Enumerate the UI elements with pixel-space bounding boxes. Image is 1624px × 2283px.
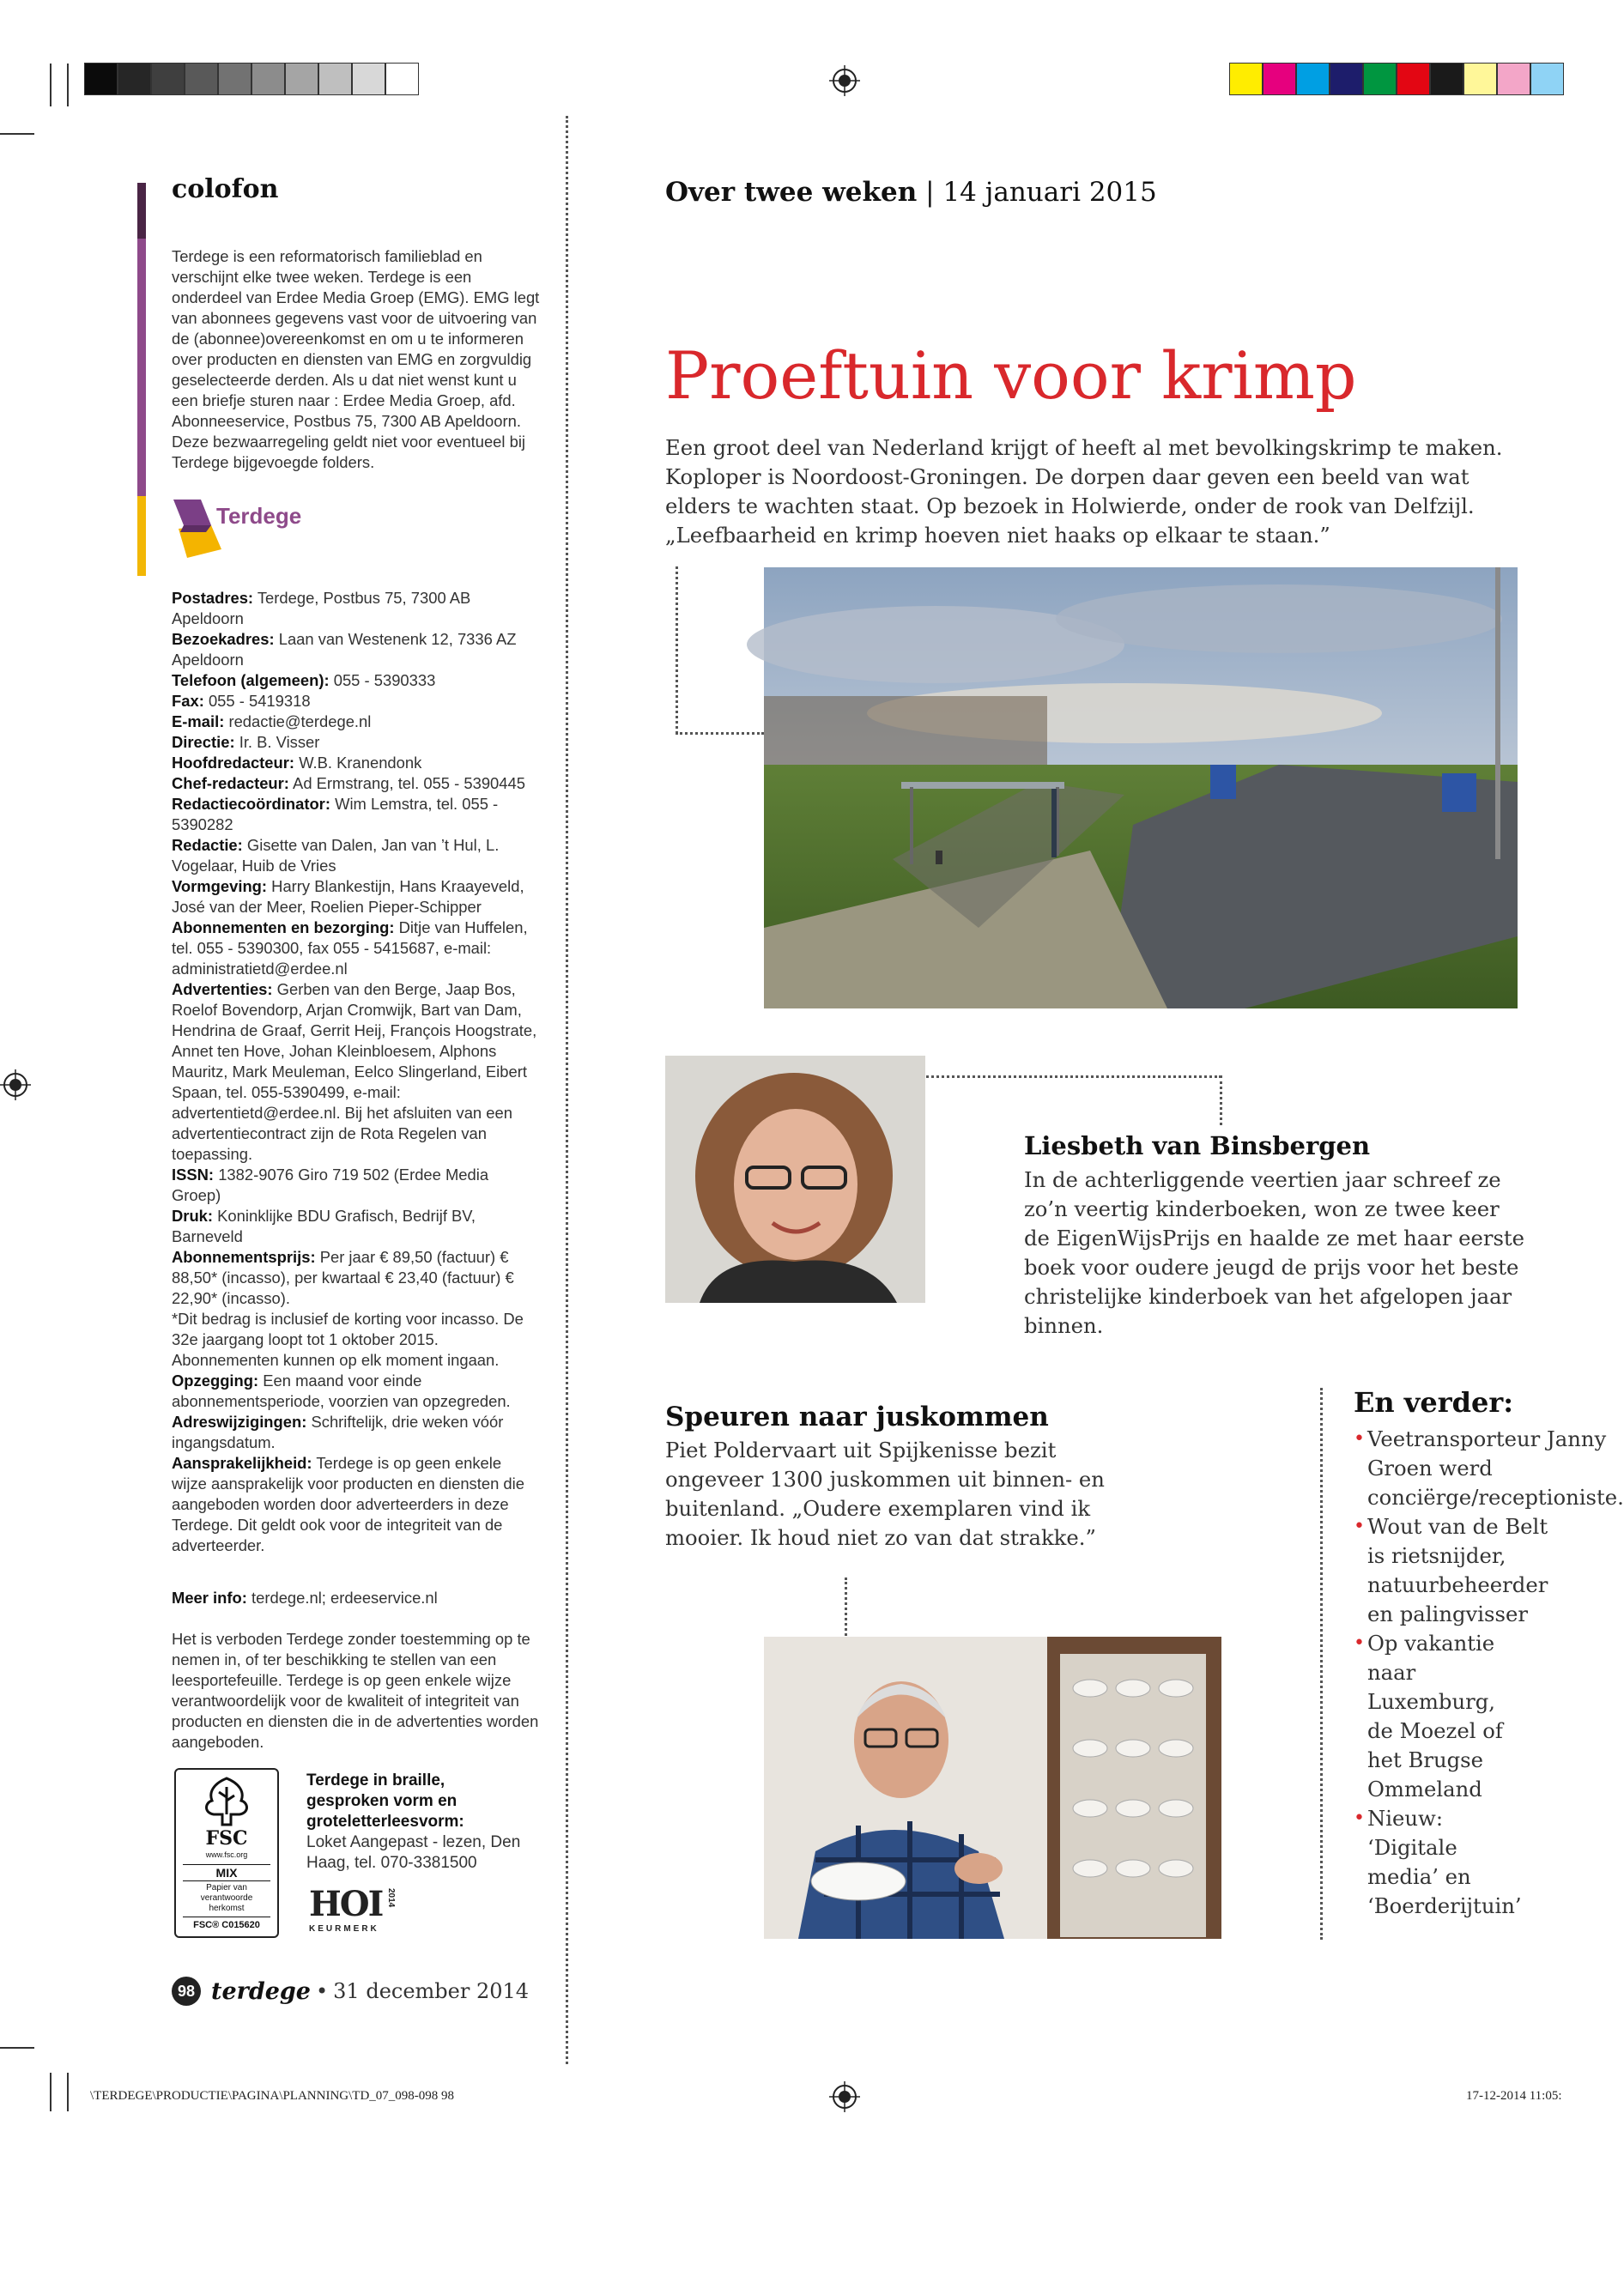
- fsc-mix: MIX: [215, 1866, 238, 1880]
- hoi-year: 2014: [386, 1888, 396, 1908]
- colofon-entry-label: Fax:: [172, 692, 204, 710]
- colofon-entry-value: Ir. B. Visser: [239, 733, 320, 751]
- hoi-sub: KEURMERK: [309, 1924, 379, 1934]
- colofon-entry-label: Redactie:: [172, 836, 243, 854]
- terdege-logo: [172, 494, 343, 563]
- terdege-logo-icon: [172, 496, 223, 561]
- fsc-code: FSC® C015620: [193, 1920, 260, 1930]
- connector-line: [676, 732, 764, 735]
- colofon-entry-value: Per jaar € 89,50 (factuur) € 88,50* (incasso), per kwartaal € 23,40 (factuur) € 22,90* (incasso).: [172, 1248, 514, 1307]
- colofon-entry: [172, 1309, 541, 1371]
- speuren-text: Piet Poldervaart uit Spijkenisse bezit ongeveer 1300 juskommen uit binnen- en buitenland. „Oudere exemplaren vind ik mooier. Ik houd niet zo van dat strakke.”: [665, 1438, 1105, 1550]
- bullet-icon: •: [1354, 1516, 1365, 1537]
- meer-info: [172, 1588, 541, 1608]
- calibration-swatch: [352, 63, 385, 95]
- colofon-entry-label: Druk:: [172, 1207, 214, 1225]
- photo-piet-poldervaart: [764, 1637, 1221, 1939]
- colofon-entry-value: Een maand voor einde abonnementsperiode, voorzien van opzegreden.: [172, 1372, 511, 1410]
- colofon-entry-value: redactie@terdege.nl: [228, 712, 372, 730]
- verder-list: [1354, 1425, 1624, 1921]
- photo-liesbeth-portrait: [665, 1056, 925, 1303]
- collector-photo-icon: [764, 1637, 1221, 1939]
- lede: Een groot deel van Nederland krijgt of heeft al met bevolkingskrimp te maken. Koploper is Noordoost-Groningen. De dorpen daar geven een beeld van wat elders te wachten staat. Op bezoek in Holwierde, onder de rook van Delfzijl. „Leefbaarheid en krimp hoeven niet haaks op elkaar te staan.”: [665, 435, 1503, 548]
- verbod-text: Het is verboden Terdege zonder toestemming op te nemen in, of ter beschikking te stellen van een leesportefeuille. Terdege is op geen enkele wijze verantwoordelijk voor de kwaliteit of integriteit van producten en diensten die in de advertenties worden aangeboden.: [172, 1630, 539, 1751]
- colofon-contact-list: [172, 588, 541, 1556]
- colofon-entry-label: Redactiecoördinator:: [172, 795, 330, 813]
- print-slug-timestamp: 17-12-2014 11:05:: [1466, 2089, 1562, 2103]
- verder-item: [1354, 1512, 1548, 1629]
- print-slug-path: \TERDEGE\PRODUCTIE\PAGINA\PLANNING\TD_07_098-098 98: [90, 2089, 455, 2103]
- calibration-swatch: [1463, 63, 1497, 95]
- bullet-icon: •: [1354, 1428, 1365, 1450]
- fsc-brand: FSC: [205, 1827, 248, 1850]
- colofon-entry-label: Vormgeving:: [172, 877, 268, 895]
- headline: Proeftuin voor krimp: [665, 337, 1357, 414]
- footer-date: 31 december 2014: [333, 1979, 530, 2003]
- colofon-entry-label: E-mail:: [172, 712, 225, 730]
- colofon-entry-label: Opzegging:: [172, 1372, 259, 1390]
- verder-item: [1354, 1804, 1525, 1921]
- calibration-swatch: [218, 63, 251, 95]
- landscape-photo-icon: [764, 567, 1518, 1008]
- section-header-title: Over twee weken: [665, 177, 918, 208]
- colofon-entry: [172, 588, 541, 629]
- colofon-entry-value: Koninklijke BDU Grafisch, Bedrijf BV, Barneveld: [172, 1207, 476, 1245]
- colofon-entry-value: Harry Blankestijn, Hans Kraayeveld, José van der Meer, Roelien Pieper-Schipper: [172, 877, 524, 916]
- colofon-entry-label: Advertenties:: [172, 980, 273, 998]
- colofon-entry-label: Bezoekadres:: [172, 630, 275, 648]
- crop-mark: [50, 64, 52, 106]
- section-header-date: 14 januari 2015: [942, 177, 1157, 208]
- colofon-entry: [172, 712, 541, 732]
- braille-text: Loket Aangepast - lezen, Den Haag, tel. 070-3381500: [306, 1833, 521, 1872]
- colofon-entry: [172, 917, 541, 979]
- colofon-entry-value: Terdege, Postbus 75, 7300 AB Apeldoorn: [172, 589, 471, 627]
- colofon-entry-value: Schriftelijk, drie weken vóór ingangsdatum.: [172, 1413, 504, 1451]
- colofon-entry-value: 055 - 5419318: [208, 692, 311, 710]
- verder-item-text: Nieuw: ‘Digitale media’ en ‘Boerderijtuin’: [1367, 1806, 1522, 1918]
- terdege-logo-text: Terdege: [216, 503, 302, 529]
- hoi-keurmerk-logo: [309, 1886, 403, 1938]
- connector-line: [676, 566, 678, 734]
- braille-info: [306, 1771, 530, 1874]
- colofon-entry-label: ISSN:: [172, 1166, 215, 1184]
- connector-line: [1220, 1075, 1222, 1125]
- fsc-desc: Papier van verantwoorde herkomst: [200, 1883, 253, 1913]
- calibration-swatch: [151, 63, 185, 95]
- bullet-icon: •: [1354, 1632, 1365, 1654]
- crop-mark: [0, 133, 34, 135]
- page-footer: [172, 1977, 529, 2006]
- color-bar-yellow: [137, 496, 146, 576]
- calibration-swatch: [1296, 63, 1330, 95]
- colofon-entry: [172, 835, 541, 876]
- crop-mark: [67, 64, 69, 106]
- verder-item-text: Wout van de Belt is rietsnijder, natuurbeheerder en palingvisser: [1367, 1514, 1548, 1626]
- colofon-entry: [172, 691, 541, 712]
- braille-title: Terdege in braille, gesproken vorm en groteletterleesvorm:: [306, 1771, 464, 1831]
- calibration-swatch: [1263, 63, 1296, 95]
- calibration-swatch: [318, 63, 352, 95]
- colofon-entry-value: *Dit bedrag is inclusief de korting voor incasso. De 32e jaargang loopt tot 1 oktober 2015. Abonnementen kunnen op elk moment ingaan.: [172, 1310, 524, 1369]
- colofon-entry-label: Directie:: [172, 733, 235, 751]
- colofon-entry-value: Laan van Westenenk 12, 7336 AZ Apeldoorn: [172, 630, 517, 669]
- colofon-entry: [172, 876, 541, 917]
- liesbeth-name: Liesbeth van Binsbergen: [1024, 1131, 1371, 1160]
- crop-mark: [67, 2073, 69, 2111]
- colofon-intro: Terdege is een reformatorisch familieblad en verschijnt elke twee weken. Terdege is een onderdeel van Erdee Media Groep (EMG). EMG legt van abonnees gegevens vast voor de uitvoering van de (abonnee)overeenkomst en om u te informeren over producten en diensten van EMG en zorgvuldig geselecteerde derden. Als u dat niet wenst kunt u een briefje sturen naar : Erdee Media Groep, afd. Abonneeservice, Postbus 75, 7300 AB Apeldoorn. Deze bezwaarregeling geldt niet voor eventueel bij Terdege bijgevoegde folders.: [172, 247, 540, 471]
- color-calibration-bar: [1229, 63, 1564, 95]
- calibration-swatch: [285, 63, 318, 95]
- color-bar-purple: [137, 239, 146, 496]
- crop-mark: [0, 2047, 34, 2049]
- calibration-swatch: [385, 63, 419, 95]
- verder-title: En verder:: [1354, 1386, 1514, 1419]
- colofon-entry-value: Gisette van Dalen, Jan van ’t Hul, L. Vogelaar, Huib de Vries: [172, 836, 500, 875]
- colofon-entry: [172, 979, 541, 1165]
- calibration-swatch: [185, 63, 218, 95]
- calibration-swatch: [1530, 63, 1564, 95]
- calibration-swatch: [118, 63, 151, 95]
- colofon-entry: [172, 1371, 541, 1412]
- colofon-entry: [172, 732, 541, 753]
- hoi-text: HOI: [309, 1884, 383, 1924]
- colofon-entry: [172, 753, 541, 773]
- colofon-entry-value: W.B. Kranendonk: [299, 754, 422, 772]
- colofon-entry: [172, 773, 541, 794]
- colofon-entry: [172, 1165, 541, 1206]
- colofon-entry-label: Postadres:: [172, 589, 254, 607]
- colofon-entry-label: Abonnementen en bezorging:: [172, 918, 395, 936]
- colofon-entry: [172, 670, 541, 691]
- verder-item: [1354, 1629, 1525, 1804]
- registration-mark-icon: [0, 1069, 31, 1100]
- colofon-entry: [172, 1453, 541, 1556]
- calibration-swatch: [251, 63, 285, 95]
- verder-divider: [1320, 1388, 1323, 1940]
- fsc-site: www.fsc.org: [205, 1850, 248, 1859]
- grayscale-calibration-bar: [84, 63, 419, 95]
- calibration-swatch: [1229, 63, 1263, 95]
- calibration-swatch: [84, 63, 118, 95]
- footer-brand: terdege: [211, 1977, 311, 2005]
- colofon-entry-value: Gerben van den Berge, Jaap Bos, Roelof Bovendorp, Arjan Cromwijk, Bart van Dam, Hendrina de Graaf, Gerrit Heij, François Hoogstrate, Annet ten Hove, Johan Kleinbloesem, Alphons Mauritz, Mark Meuleman, Eelco Slingerland, Eibert Spaan, tel. 055-5390499, e-mail: advertentietd@erdee.nl. Bij het afsluiten van een advertentiecontract zijn de Rota Regelen van toepassing.: [172, 980, 537, 1163]
- portrait-photo-icon: [665, 1056, 925, 1303]
- color-bar-dark: [137, 183, 146, 239]
- verder-item-text: Op vakantie naar Luxemburg, de Moezel of het Brugse Ommeland: [1367, 1631, 1503, 1802]
- colofon-entry-label: Aansprakelijkheid:: [172, 1454, 312, 1472]
- fsc-logo: [174, 1768, 279, 1938]
- page-number: 98: [172, 1977, 201, 2006]
- registration-mark-icon: [829, 2081, 860, 2112]
- colofon-entry: [172, 1412, 541, 1453]
- calibration-swatch: [1330, 63, 1363, 95]
- colofon-title: colofon: [172, 174, 279, 204]
- colofon-entry-label: Abonnementsprijs:: [172, 1248, 316, 1266]
- bullet-icon: •: [1354, 1808, 1365, 1829]
- section-header-separator: |: [925, 177, 943, 208]
- colofon-entry-value: Ditje van Huffelen, tel. 055 - 5390300, fax 055 - 5415687, e-mail: administratietd@erdee.nl: [172, 918, 528, 978]
- colofon-entry-label: Telefoon (algemeen):: [172, 671, 330, 689]
- colofon-entry-value: Wim Lemstra, tel. 055 - 5390282: [172, 795, 499, 833]
- colofon-entry-value: 1382-9076 Giro 719 502 (Erdee Media Groep): [172, 1166, 489, 1204]
- meer-info-label: Meer info:: [172, 1589, 247, 1607]
- footer-bullet: •: [316, 1979, 329, 2003]
- colofon-entry: [172, 1247, 541, 1309]
- registration-mark-icon: [829, 65, 860, 96]
- section-header: [665, 177, 1157, 208]
- colofon-entry-label: Chef-redacteur:: [172, 774, 289, 792]
- connector-line: [901, 1075, 1221, 1078]
- crop-mark: [50, 2073, 52, 2111]
- colofon-entry: [172, 794, 541, 835]
- verder-item: [1354, 1425, 1624, 1512]
- colofon-entry-value: Ad Ermstrang, tel. 055 - 5390445: [293, 774, 525, 792]
- colofon-entry: [172, 629, 541, 670]
- connector-line: [845, 1578, 847, 1636]
- colofon-entry-value: Terdege is op geen enkele wijze aansprakelijk voor producten en diensten die aangeboden worden door adverteerders in deze Terdege. Dit geldt ook voor de integriteit van de adverteerder.: [172, 1454, 524, 1554]
- column-divider: [566, 116, 568, 2064]
- meer-info-value: terdege.nl; erdeeservice.nl: [251, 1589, 438, 1607]
- speuren-title: Speuren naar juskommen: [665, 1402, 1049, 1432]
- calibration-swatch: [1397, 63, 1430, 95]
- colofon-entry-value: 055 - 5390333: [333, 671, 436, 689]
- colofon-entry-label: Hoofdredacteur:: [172, 754, 295, 772]
- verder-item-text: Veetransporteur Janny Groen werd conciërge/receptioniste.: [1367, 1426, 1624, 1510]
- liesbeth-text: In de achterliggende veertien jaar schreef ze zo’n veertig kinderboeken, won ze twee keer de EigenWijsPrijs en haalde ze met haar eerste boek voor oudere jeugd de prijs voor het beste christelijke kinderboek van het afgelopen jaar binnen.: [1024, 1167, 1525, 1338]
- calibration-swatch: [1497, 63, 1530, 95]
- colofon-entry-label: Adreswijzigingen:: [172, 1413, 307, 1431]
- colofon-entry: [172, 1206, 541, 1247]
- fsc-tree-icon: [197, 1775, 257, 1828]
- calibration-swatch: [1363, 63, 1397, 95]
- calibration-swatch: [1430, 63, 1463, 95]
- photo-holwierde-landscape: [764, 567, 1518, 1008]
